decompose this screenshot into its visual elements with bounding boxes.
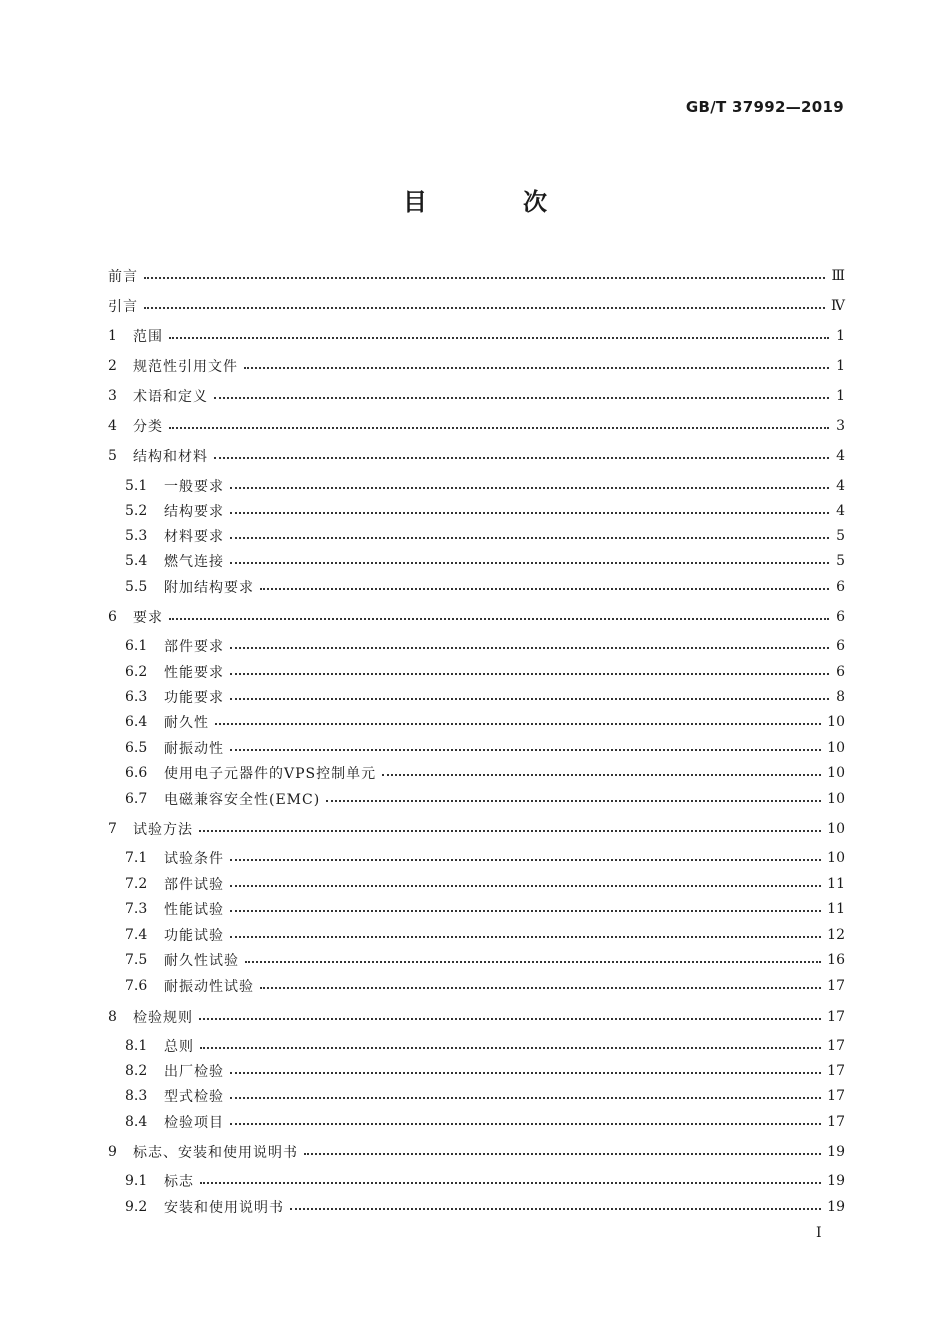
toc-dot-leader [230,673,829,675]
toc-entry[interactable] [125,975,845,997]
toc-entry-page: 17 [827,1088,845,1104]
toc-entry-number: 9.1 [125,1173,148,1189]
toc-entry[interactable] [108,355,845,377]
toc-entry-page: 5 [836,553,845,569]
toc-entry-number: 7.3 [125,901,148,917]
toc-entry-label: 燃气连接 [164,554,224,570]
toc-entry-page: 10 [827,791,845,807]
toc-entry-label: 耐久性试验 [164,953,239,969]
toc-entry-label: 耐久性 [164,715,209,731]
toc-entry[interactable] [125,1085,845,1107]
toc-dot-leader [230,537,829,539]
toc-entry-label: 功能要求 [164,690,224,706]
toc-entry-label: 安装和使用说明书 [164,1200,284,1216]
toc-entry-label: 出厂检验 [164,1064,224,1080]
toc-dot-leader [230,1123,821,1125]
toc-entry-page: 11 [827,901,845,917]
toc-entry-label: 结构要求 [164,504,224,520]
toc-entry[interactable] [125,788,845,810]
toc-entry-page: 12 [827,927,845,943]
toc-entry-label: 型式检验 [164,1089,224,1105]
toc-entry-page: 11 [827,876,845,892]
toc-entry-label: 性能试验 [164,902,224,918]
toc-dot-leader [230,487,829,489]
toc-entry-number: 6.3 [125,689,148,705]
toc-entry-number: 5.3 [125,528,148,544]
toc-entry-page: 8 [836,689,845,705]
toc-entry[interactable] [108,265,845,287]
toc-entry-page: 5 [836,528,845,544]
toc-dot-leader [230,859,821,861]
toc-entry-label: 部件试验 [164,877,224,893]
toc-entry-number: 6.2 [125,664,148,680]
toc-dot-leader [199,830,821,832]
toc-dot-leader [230,885,821,887]
toc-entry-page: 6 [836,638,845,654]
toc-dot-leader [169,337,829,339]
toc-entry[interactable] [125,661,845,683]
toc-entry-label: 术语和定义 [133,389,208,405]
toc-entry[interactable] [125,1196,845,1218]
toc-entry-number: 6.4 [125,714,148,730]
toc-dot-leader [230,1097,821,1099]
toc-entry-page: 4 [836,478,845,494]
toc-entry-label: 部件要求 [164,639,224,655]
toc-dot-leader [169,618,829,620]
toc-entry-page: 10 [827,714,845,730]
toc-dot-leader [245,961,821,963]
toc-entry[interactable] [125,686,845,708]
toc-entry-page: 19 [827,1173,845,1189]
toc-dot-leader [215,723,821,725]
toc-entry-number: 7.1 [125,850,148,866]
toc-entry-label: 检验项目 [164,1115,224,1131]
toc-entry-number: 6 [108,609,117,625]
toc-entry-label: 耐振动性 [164,741,224,757]
toc-entry-label: 电磁兼容安全性(EMC) [164,792,321,808]
toc-entry-number: 5.5 [125,579,148,595]
toc-entry[interactable] [125,525,845,547]
toc-entry-label: 标志、安装和使用说明书 [133,1145,298,1161]
toc-entry[interactable] [108,445,845,467]
toc-entry-number: 5.2 [125,503,148,519]
toc-dot-leader [144,307,825,309]
page-number: I [816,1225,822,1241]
toc-entry-number: 8.3 [125,1088,148,1104]
toc-entry[interactable] [108,415,845,437]
toc-dot-leader [260,987,821,989]
toc-entry-number: 6.6 [125,765,148,781]
toc-dot-leader [382,774,821,776]
toc-entry[interactable] [108,1006,845,1028]
toc-entry-label: 一般要求 [164,479,224,495]
toc-dot-leader [230,749,821,751]
toc-entry[interactable] [125,475,845,497]
toc-entry-label: 要求 [133,610,163,626]
toc-entry-number: 2 [108,358,117,374]
toc-entry-label: 总则 [164,1039,194,1055]
toc-entry[interactable] [125,737,845,759]
toc-dot-leader [230,647,829,649]
toc-entry-number: 8.2 [125,1063,148,1079]
toc-entry-page: Ⅳ [831,298,845,314]
toc-dot-leader [260,588,829,590]
toc-entry[interactable] [125,924,845,946]
toc-entry-number: 7.6 [125,978,148,994]
toc-entry-page: 10 [827,740,845,756]
toc-entry-label: 标志 [164,1174,194,1190]
toc-entry-number: 7.4 [125,927,148,943]
toc-entry[interactable] [125,711,845,733]
toc-entry[interactable] [108,818,845,840]
page-title: 目 次 [403,188,583,216]
toc-entry-number: 5 [108,448,117,464]
toc-entry-number: 6.5 [125,740,148,756]
toc-entry[interactable] [108,385,845,407]
toc-dot-leader [304,1153,821,1155]
toc-entry-page: 17 [827,1063,845,1079]
toc-entry[interactable] [108,295,845,317]
toc-entry-label: 范围 [133,329,163,345]
toc-entry-page: 6 [836,579,845,595]
toc-entry-page: 19 [827,1144,845,1160]
toc-entry-number: 6.7 [125,791,148,807]
toc-entry-number: 7 [108,821,117,837]
toc-dot-leader [214,457,829,459]
toc-entry-page: 3 [836,418,845,434]
toc-entry-label: 前言 [108,269,138,285]
toc-entry-number: 7.5 [125,952,148,968]
toc-entry[interactable] [125,1111,845,1133]
toc-entry-number: 1 [108,328,117,344]
toc-entry-number: 7.2 [125,876,148,892]
toc-entry-page: 4 [836,503,845,519]
toc-entry-number: 8.1 [125,1038,148,1054]
toc-entry-page: 10 [827,821,845,837]
toc-entry-label: 附加结构要求 [164,580,254,596]
toc-entry-page: 1 [836,328,845,344]
toc-entry-page: 16 [827,952,845,968]
toc-dot-leader [200,1047,821,1049]
toc-entry[interactable] [125,550,845,572]
toc-entry-label: 试验条件 [164,851,224,867]
toc-entry[interactable] [108,325,845,347]
toc-entry-label: 结构和材料 [133,449,208,465]
toc-dot-leader [230,910,821,912]
standard-code: GB/T 37992—2019 [685,98,844,116]
toc-entry-page: 4 [836,448,845,464]
toc-entry-number: 5.1 [125,478,148,494]
toc-entry[interactable] [125,635,845,657]
toc-dot-leader [230,562,829,564]
toc-entry-label: 耐振动性试验 [164,979,254,995]
toc-entry-page: 17 [827,1038,845,1054]
toc-dot-leader [230,1072,821,1074]
toc-dot-leader [290,1208,821,1210]
toc-entry-page: 6 [836,609,845,625]
toc-entry[interactable] [125,1060,845,1082]
toc-dot-leader [169,427,829,429]
toc-entry-page: Ⅲ [831,268,845,284]
toc-entry-label: 规范性引用文件 [133,359,238,375]
toc-entry-page: 1 [836,388,845,404]
toc-entry[interactable] [125,500,845,522]
toc-entry[interactable] [125,847,845,869]
toc-dot-leader [200,1182,821,1184]
toc-entry-label: 引言 [108,299,138,315]
toc-entry[interactable] [125,898,845,920]
toc-entry-page: 10 [827,765,845,781]
toc-entry-label: 使用电子元器件的VPS控制单元 [164,766,377,782]
toc-dot-leader [326,800,821,802]
toc-entry-label: 功能试验 [164,928,224,944]
toc-dot-leader [144,277,825,279]
toc-entry[interactable] [125,762,845,784]
toc-entry[interactable] [108,1141,845,1163]
toc-entry-page: 1 [836,358,845,374]
toc-dot-leader [230,698,829,700]
toc-dot-leader [199,1018,821,1020]
toc-entry-number: 5.4 [125,553,148,569]
toc-entry[interactable] [125,576,845,598]
toc-dot-leader [214,397,829,399]
toc-entry-page: 17 [827,1114,845,1130]
toc-entry[interactable] [108,606,845,628]
toc-entry-label: 试验方法 [133,822,193,838]
toc-dot-leader [230,936,821,938]
toc-entry-page: 19 [827,1199,845,1215]
toc-entry-page: 10 [827,850,845,866]
toc-entry-number: 6.1 [125,638,148,654]
toc-entry[interactable] [125,1035,845,1057]
toc-entry-label: 性能要求 [164,665,224,681]
toc-entry-number: 9 [108,1144,117,1160]
toc-entry-label: 检验规则 [133,1010,193,1026]
toc-entry[interactable] [125,949,845,971]
toc-dot-leader [230,512,829,514]
toc-entry-label: 分类 [133,419,163,435]
toc-entry[interactable] [125,873,845,895]
toc-dot-leader [244,367,829,369]
toc-entry-number: 4 [108,418,117,434]
toc-entry-page: 6 [836,664,845,680]
toc-entry-number: 8 [108,1009,117,1025]
toc-entry-number: 9.2 [125,1199,148,1215]
toc-entry-page: 17 [827,978,845,994]
toc-entry-number: 8.4 [125,1114,148,1130]
toc-entry-page: 17 [827,1009,845,1025]
toc-entry-label: 材料要求 [164,529,224,545]
toc-entry-number: 3 [108,388,117,404]
toc-entry[interactable] [125,1170,845,1192]
